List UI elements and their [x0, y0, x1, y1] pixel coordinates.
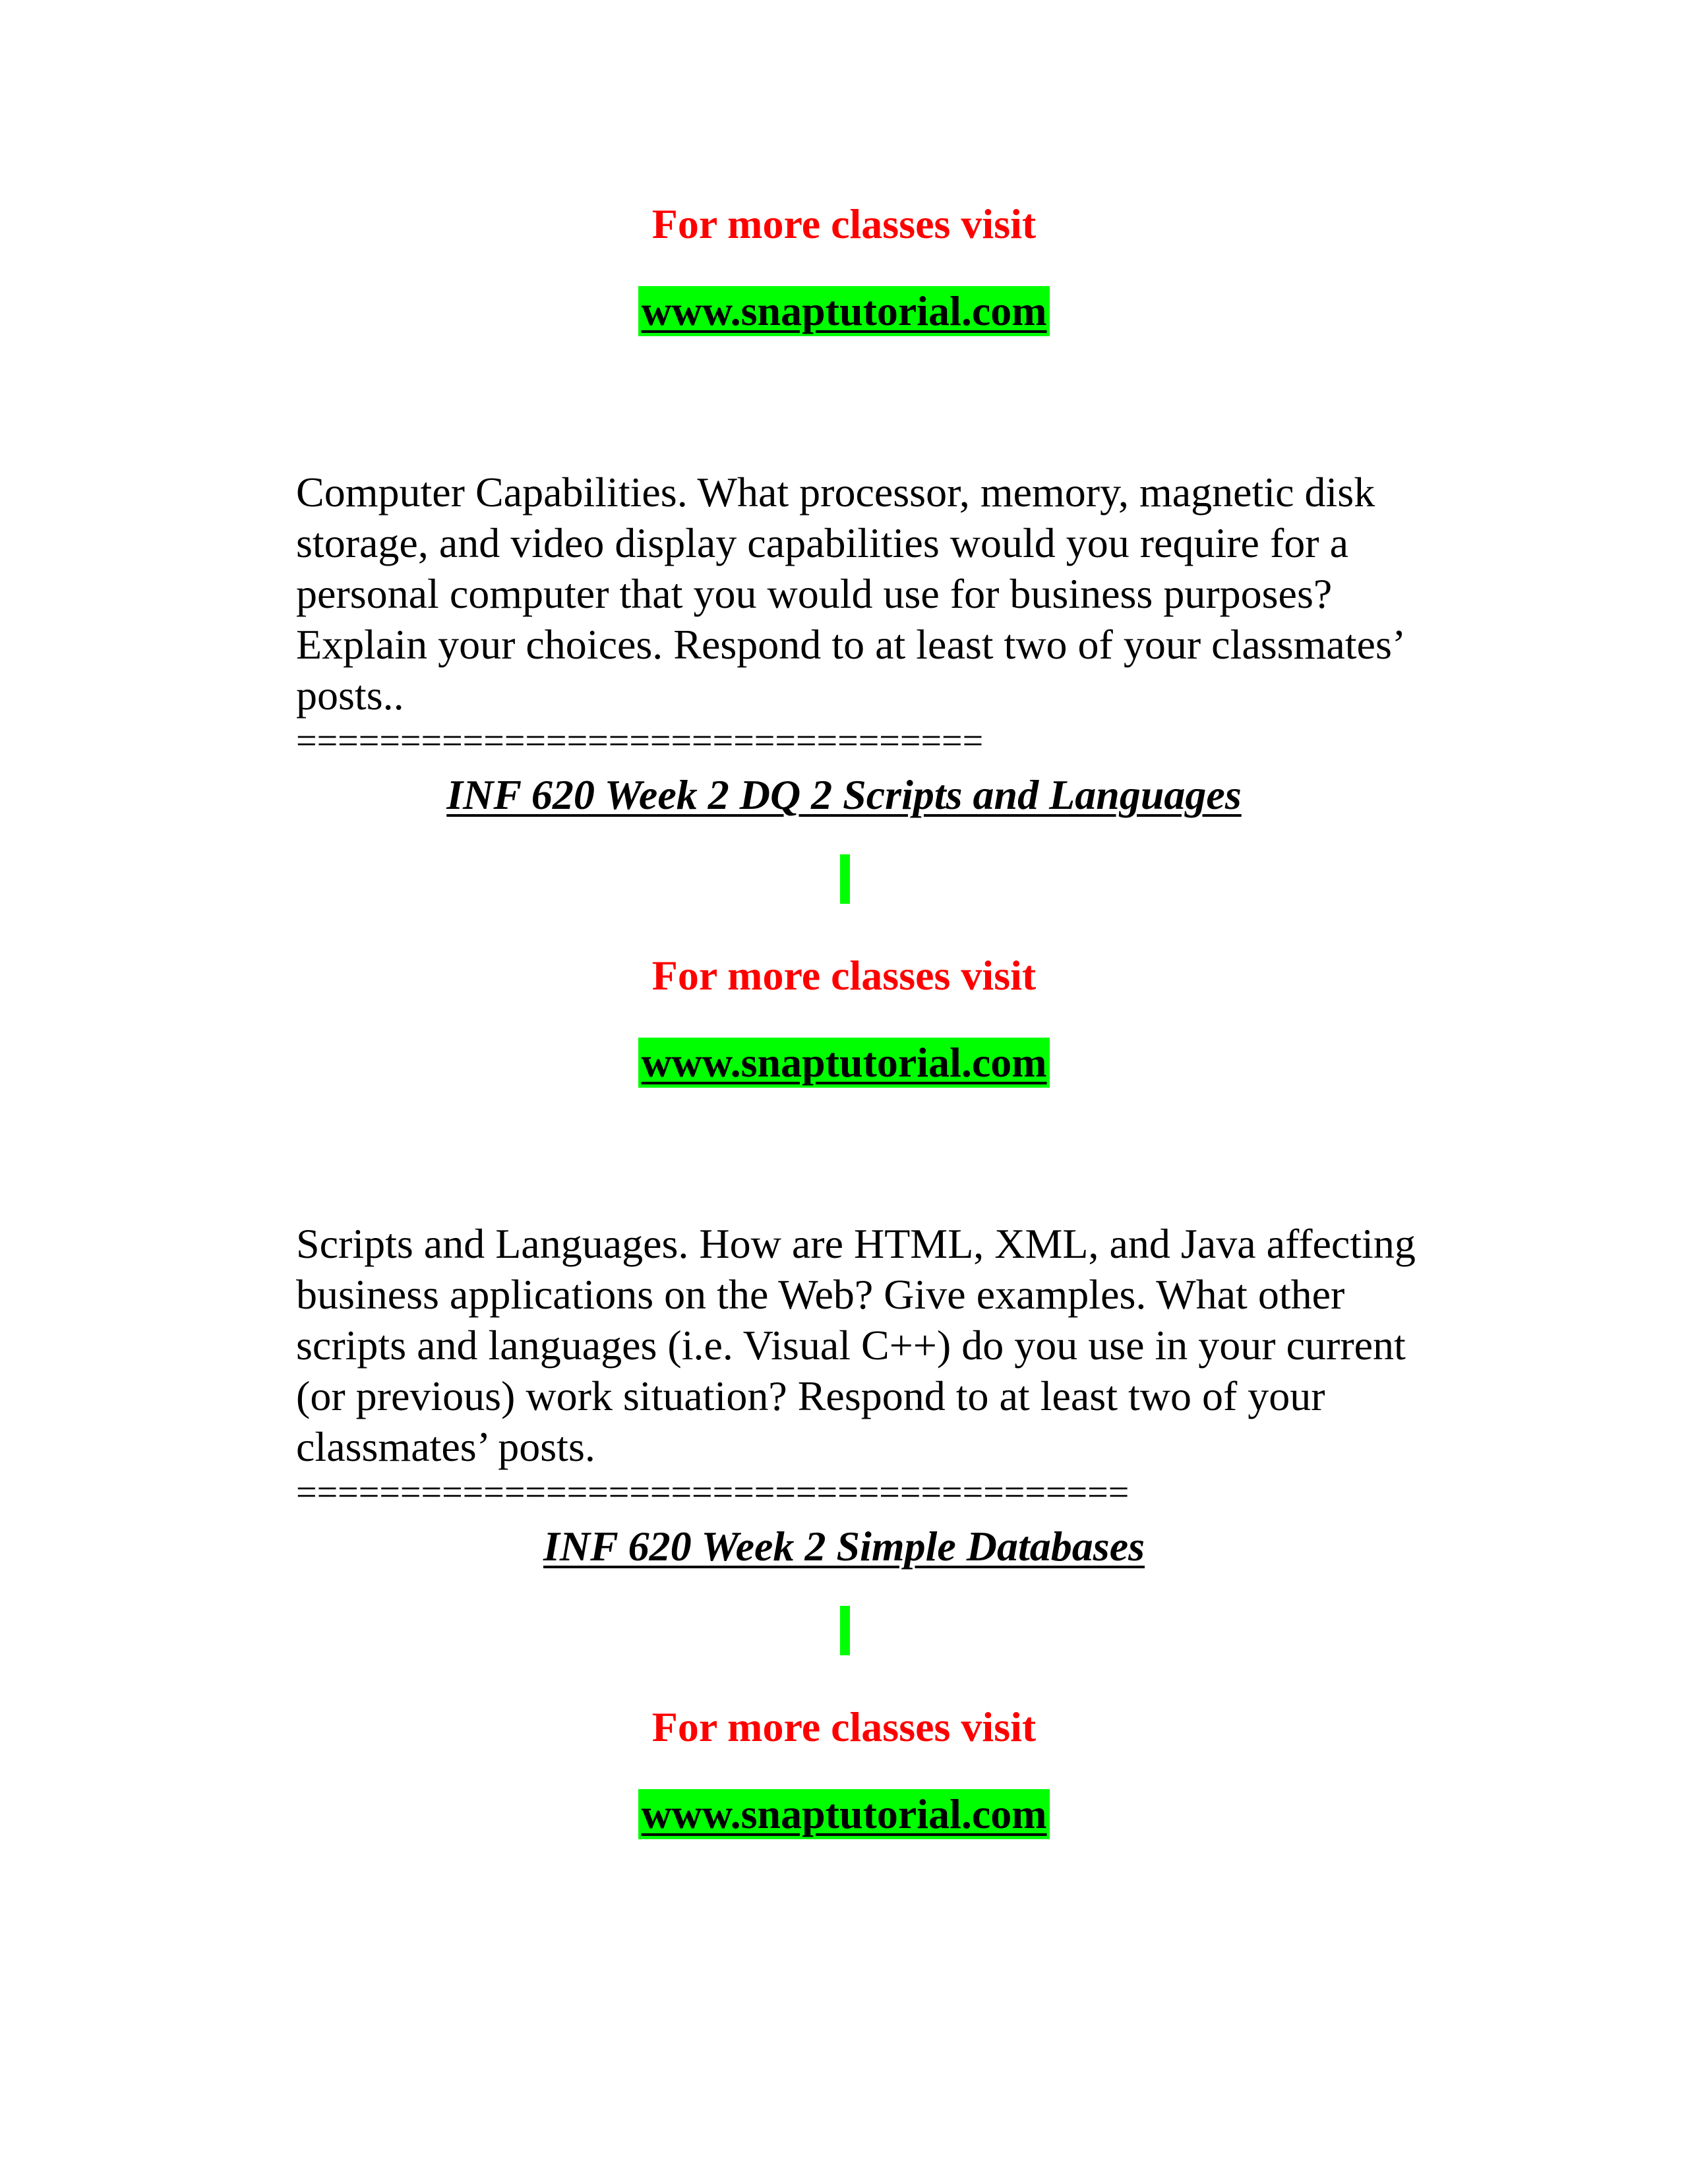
section-heading: INF 620 Week 2 Simple Databases: [543, 1523, 1145, 1570]
green-bar-marker: [840, 854, 850, 904]
promo-url-link[interactable]: www.snaptutorial.com: [638, 1038, 1049, 1088]
description-paragraph: Scripts and Languages. How are HTML, XML, and Java affecting business applications on the Web? Give examples. What other scripts and languages (i.e. Visual C++) do you use in your current (or previous) work situation? Respond to at least two of your classmates’ posts.: [296, 1220, 1416, 1470]
section-heading: INF 620 Week 2 DQ 2 Scripts and Languages: [446, 771, 1242, 818]
separator-line: =================================: [296, 728, 984, 754]
separator-line: ========================================: [296, 1479, 1130, 1506]
promo-visit-label: For more classes visit: [651, 200, 1037, 247]
promo-url-link[interactable]: www.snaptutorial.com: [638, 1789, 1049, 1839]
promo-url-link[interactable]: www.snaptutorial.com: [638, 286, 1049, 336]
description-paragraph: Computer Capabilities. What processor, memory, magnetic disk storage, and video display capabilities would you require for a personal computer that you would use for business purposes? Explain your choices. Respond to at least two of your classmates’ posts..: [296, 469, 1406, 719]
promo-visit-label: For more classes visit: [651, 1703, 1037, 1750]
green-bar-marker: [840, 1606, 850, 1655]
promo-url-row: [0, 1789, 1688, 1839]
promo-visit-label: For more classes visit: [651, 952, 1037, 999]
promo-url-row: [0, 286, 1688, 336]
promo-url-row: [0, 1038, 1688, 1088]
